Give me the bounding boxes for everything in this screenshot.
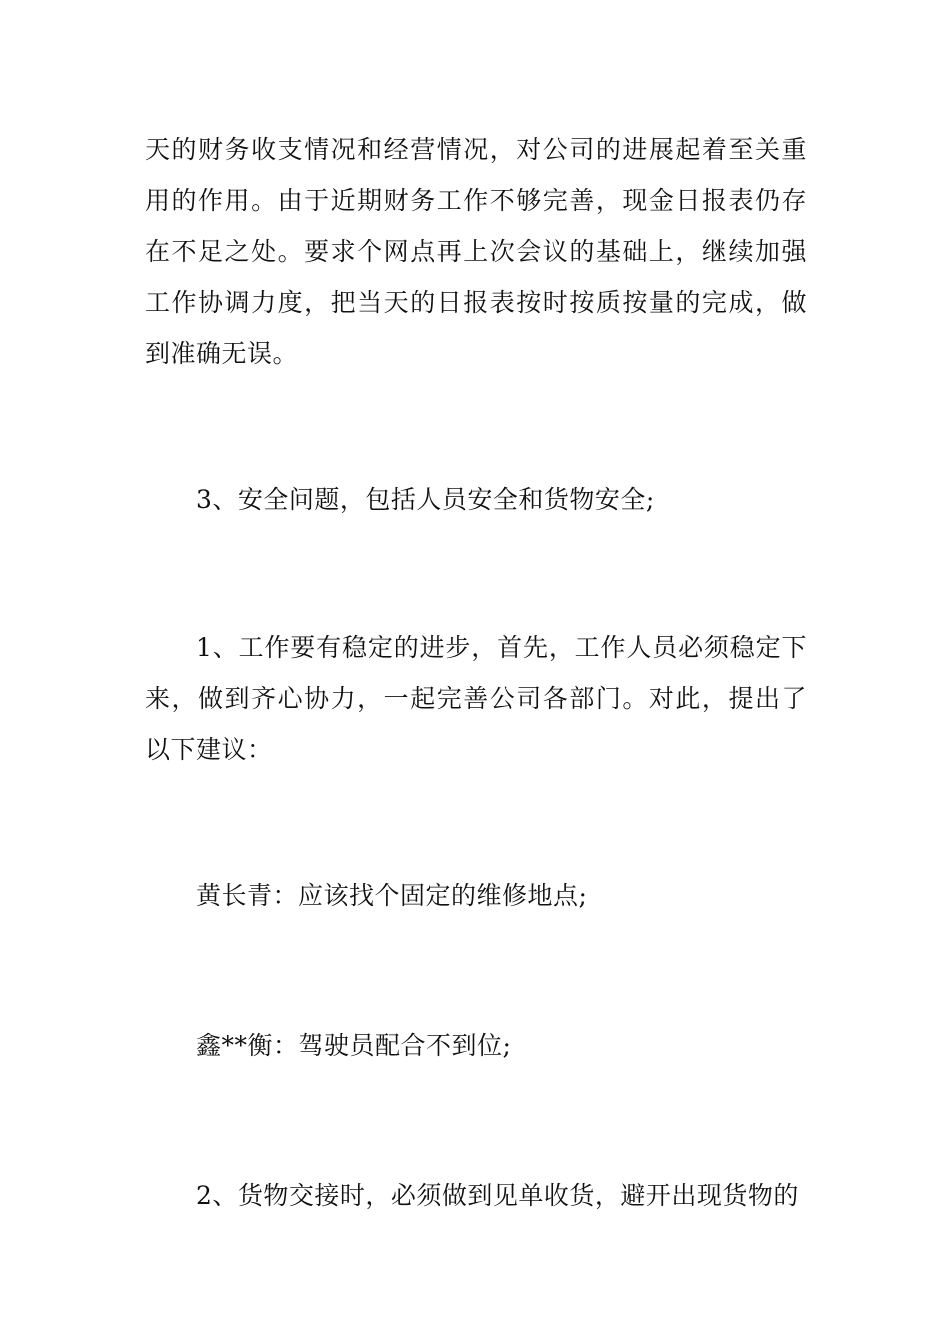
paragraph-suggestion-huang: 黄长青：应该找个固定的维修地点;	[196, 881, 588, 910]
paragraph-staff-stability: 1、工作要有稳定的进步，首先，工作人员必须稳定下来，做到齐心协力，一起完善公司各部门。对此，提出了以下建议：	[145, 633, 807, 764]
paragraph-cargo-handover: 2、货物交接时，必须做到见单收货，避开出现货物的	[196, 1181, 799, 1210]
paragraph-financial-report: 天的财务收支情况和经营情况，对公司的进展起着至关重用的作用。由于近期财务工作不够完善，现金日报表仍存在不足之处。要求个网点再上次会议的基础上，继续加强工作协调力度，把当天的日报表按时按质按量的完成，做到准确无误。	[145, 135, 807, 368]
paragraph-safety-issue: 3、安全问题，包括人员安全和货物安全;	[196, 485, 655, 514]
paragraph-suggestion-xin: 鑫**衡：驾驶员配合不到位;	[196, 1031, 512, 1060]
